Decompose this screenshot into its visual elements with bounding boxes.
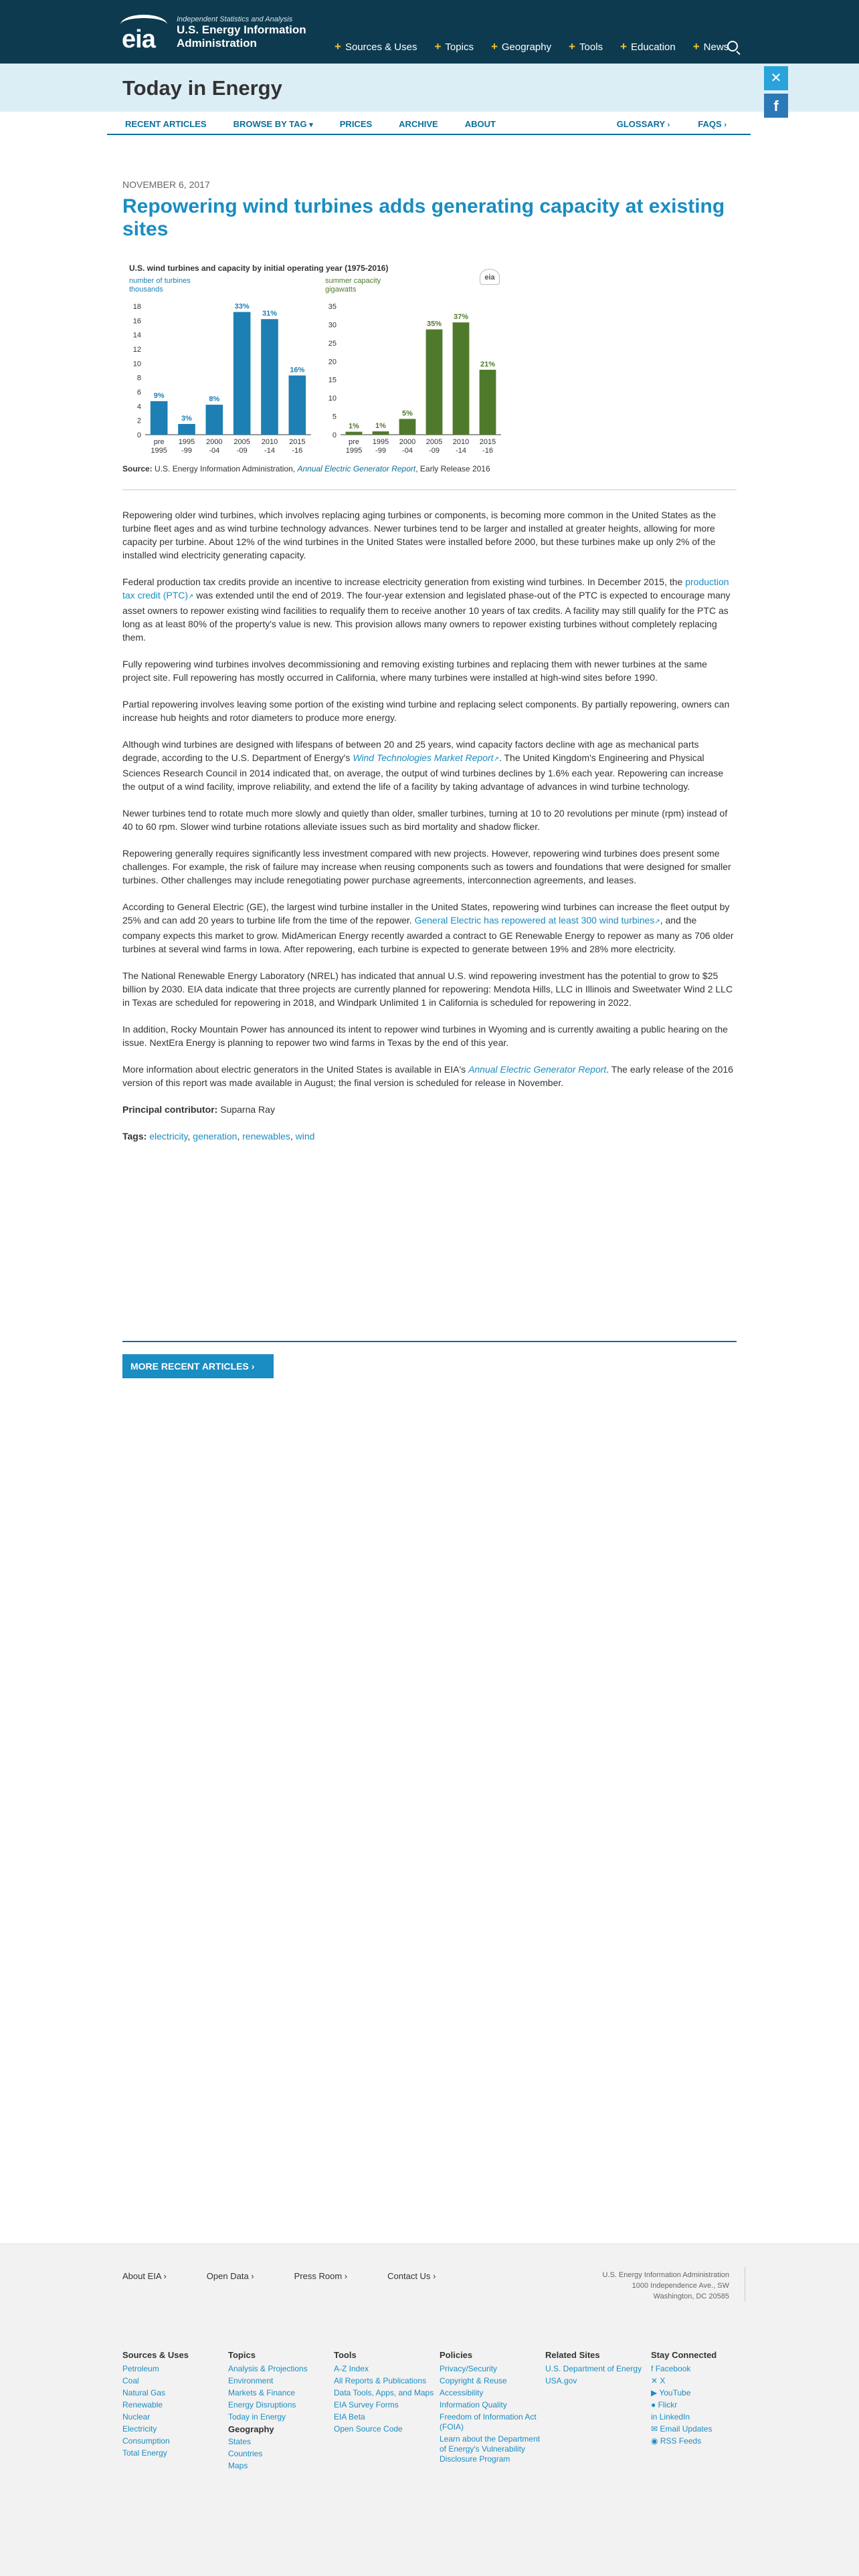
- footer-col-tools: Tools A-Z Index All Reports & Publications Data Tools, Apps, and Maps EIA Survey Forms EIA Beta Open Source Code: [334, 2350, 440, 2473]
- tags-row: Tags: electricity, generation, renewables, wind: [122, 1131, 315, 1142]
- x-tick-label: -14: [456, 447, 466, 455]
- footer-link[interactable]: EIA Survey Forms: [334, 2400, 399, 2409]
- footer-link[interactable]: Energy Disruptions: [228, 2400, 296, 2409]
- eia-logo-mark: eia: [120, 15, 165, 51]
- linkedin-link[interactable]: in LinkedIn: [651, 2412, 690, 2422]
- source-report-link[interactable]: Annual Electric Generator Report: [297, 464, 416, 473]
- tag-renewables[interactable]: renewables: [242, 1131, 290, 1142]
- footer-link[interactable]: Copyright & Reuse: [440, 2376, 507, 2385]
- data-label: 3%: [181, 415, 192, 423]
- more-recent-articles-button[interactable]: MORE RECENT ARTICLES ›: [122, 1354, 274, 1378]
- right-panel-subtitle: summer capacity gigawatts: [325, 277, 381, 294]
- x-tick-label: 2010: [261, 438, 278, 446]
- nav-tools[interactable]: + Tools: [569, 40, 603, 53]
- y-tick-label: 8: [136, 374, 141, 383]
- chevron-right-icon: ›: [251, 1361, 255, 1372]
- site-header: [0, 0, 859, 64]
- plus-icon: +: [692, 40, 700, 53]
- x-tick-label: 2015: [289, 438, 306, 446]
- paragraph: Federal production tax credits provide an incentive to increase electricity generation from existing wind turbines. In December 2015, the production tax credit (PTC)↗ was extended until the end of 2019. The four-year extension and legislated phase-out of the PTC is expected to encourage many asset owners to repower existing wind facilities to requalify them to receive another 10 years of tax credits. A facility may still qualify for the PTC as long as at least 80% of the property's value is new. This provision allows many owners to repower existing turbines without completely replacing them.: [122, 576, 731, 643]
- facebook-share-icon[interactable]: f: [764, 94, 788, 118]
- main-nav: [335, 40, 729, 53]
- paragraph: Partial repowering involves leaving some portion of the existing wind turbine and replacing select components. By partially repowering, owners can increase hub heights and rotor diameters to produce more energy.: [122, 699, 730, 723]
- x-tick-label: 1995: [178, 438, 195, 446]
- subnav-archive[interactable]: ARCHIVE: [399, 118, 438, 129]
- chevron-right-icon: ›: [163, 2271, 167, 2281]
- subnav-prices[interactable]: PRICES: [339, 118, 373, 129]
- logo-name-line2: Administration: [177, 37, 257, 49]
- chevron-right-icon: ›: [344, 2271, 348, 2281]
- flickr-link[interactable]: ● Flickr: [651, 2400, 678, 2409]
- twitter-share-icon[interactable]: ✕: [764, 66, 788, 90]
- footer-link[interactable]: Nuclear: [122, 2412, 151, 2422]
- email-icon: ✉: [651, 2424, 658, 2434]
- x-tick-label: -99: [181, 447, 192, 455]
- y-tick-label: 0: [332, 431, 337, 439]
- site-footer: [0, 2244, 859, 2576]
- wind-market-report-link[interactable]: Wind Technologies Market Report: [353, 752, 494, 763]
- data-label: 16%: [290, 366, 305, 374]
- principal-contributor: Principal contributor: Suparna Ray: [122, 1104, 275, 1115]
- footer-link[interactable]: Information Quality: [440, 2400, 507, 2409]
- footer-link[interactable]: Open Source Code: [334, 2424, 403, 2434]
- x-tick-label: pre: [349, 438, 359, 446]
- plus-icon: +: [569, 40, 576, 53]
- chevron-right-icon: ›: [433, 2271, 436, 2281]
- subnav-glossary[interactable]: GLOSSARY ›: [616, 118, 670, 129]
- tag-wind[interactable]: wind: [295, 1131, 315, 1142]
- external-link-icon: ↗: [188, 593, 194, 601]
- y-tick-label: 10: [328, 395, 337, 403]
- data-label: 1%: [349, 422, 359, 431]
- y-tick-label: 35: [328, 303, 337, 311]
- section-title: Today in Energy: [122, 76, 282, 100]
- y-tick-label: 25: [328, 339, 337, 348]
- footer-link[interactable]: Markets & Finance: [228, 2388, 296, 2397]
- email-updates-link[interactable]: ✉ Email Updates: [651, 2424, 712, 2434]
- x-tick-label: 2000: [399, 438, 416, 446]
- paragraph: More information about electric generators in the United States is available in EIA's Annual Electric Generator Report. The early release of the 2016 version of this report was made available in August; the final version is scheduled for release in November.: [122, 1064, 733, 1088]
- x-tick-label: 2005: [425, 438, 443, 446]
- data-label: 21%: [480, 360, 496, 368]
- nav-news[interactable]: + News: [692, 40, 729, 53]
- y-tick-label: 0: [136, 431, 141, 439]
- footer-col-sources: Sources & Uses Petroleum Coal Natural Gas Renewable Nuclear Electricity Consumption Total Energy: [122, 2350, 228, 2473]
- footer-link[interactable]: Renewable: [122, 2400, 163, 2409]
- section-subnav: [107, 114, 751, 135]
- bar: [151, 401, 168, 435]
- footer-link[interactable]: EIA Beta: [334, 2412, 365, 2422]
- paragraph: Repowering older wind turbines, which involves replacing aging turbines or components, is becoming more common in the United States as the turbine fleet ages and as wind turbine technology advances. Newer turbines tend to be larger and installed at greater heights, allowing for more capacity per turbine. About 12% of the wind turbines in the United States were installed before 2000, but these turbines make up only 2% of the installed wind electricity generating capacity.: [122, 510, 717, 560]
- footer-link[interactable]: States: [228, 2437, 252, 2446]
- chevron-right-icon: ›: [667, 120, 670, 129]
- flickr-icon: ●: [651, 2400, 656, 2409]
- x-tick-label: -04: [402, 447, 413, 455]
- x-tick-label: -16: [292, 447, 303, 455]
- bar: [373, 431, 389, 435]
- x-icon: ✕: [651, 2376, 658, 2385]
- ptc-link[interactable]: production tax credit (PTC): [122, 576, 729, 601]
- logo-name-line1: U.S. Energy Information: [177, 23, 306, 36]
- x-tick-label: 2010: [452, 438, 470, 446]
- bar: [399, 419, 416, 435]
- footer-col-related: Related Sites U.S. Department of Energy USA.gov: [545, 2350, 651, 2473]
- footer-link[interactable]: Petroleum: [122, 2364, 159, 2373]
- bar: [480, 370, 496, 435]
- paragraph: Fully repowering wind turbines involves decommissioning and removing existing turbines and replacing them with newer turbines at the same project site. Full repowering has mostly occurred in California, where many turbines were installed at high-wind sites before 1990.: [122, 659, 707, 683]
- x-tick-label: -99: [375, 447, 386, 455]
- y-tick-label: 30: [328, 321, 337, 330]
- x-tick-label: -14: [264, 447, 275, 455]
- paragraph: Newer turbines tend to rotate much more slowly and quietly than older, smaller turbines, turning at 10 to 20 revolutions per minute (rpm) instead of 40 to 60 rpm. Slower wind turbine rotations alleviate issues such as bird mortality and shadow flicker.: [122, 808, 728, 832]
- data-label: 37%: [453, 313, 469, 322]
- generator-report-link[interactable]: Annual Electric Generator Report: [468, 1064, 607, 1075]
- footer-link[interactable]: Learn about the Department of Energy's Vulnerability Disclosure Program: [440, 2434, 541, 2464]
- nav-geography[interactable]: + Geography: [490, 40, 552, 53]
- x-tick-label: 2015: [479, 438, 496, 446]
- x-tick-label: 2005: [233, 438, 250, 446]
- y-tick-label: 6: [136, 389, 141, 397]
- rss-link[interactable]: ◉ RSS Feeds: [651, 2436, 702, 2446]
- footer-link[interactable]: Total Energy: [122, 2448, 167, 2458]
- data-label: 33%: [234, 302, 250, 311]
- article-end-rule: [122, 1341, 737, 1342]
- y-tick-label: 2: [136, 417, 141, 425]
- facebook-icon: f: [651, 2364, 654, 2373]
- plus-icon: +: [620, 40, 628, 53]
- footer-link[interactable]: Natural Gas: [122, 2388, 166, 2397]
- paragraph: In addition, Rocky Mountain Power has announced its intent to repower wind turbines in Wyoming and is currently awaiting a public hearing on the issue. NextEra Energy is planning to repower two wind farms in Texas by the end of this year.: [122, 1024, 728, 1048]
- data-label: 5%: [402, 409, 413, 418]
- footer-link[interactable]: USA.gov: [545, 2376, 577, 2385]
- external-link-icon: ↗: [654, 918, 660, 926]
- y-tick-label: 16: [132, 317, 141, 326]
- x-tick-label: 2000: [206, 438, 223, 446]
- subnav-about[interactable]: ABOUT: [464, 118, 496, 129]
- x-tick-label: -09: [429, 447, 440, 455]
- chart-eia-logo: eia: [480, 269, 500, 285]
- x-tick-label: -04: [209, 447, 220, 455]
- footer-about-eia[interactable]: About EIA ›: [122, 2271, 167, 2281]
- facebook-link[interactable]: f Facebook: [651, 2364, 691, 2373]
- chart-title: U.S. wind turbines and capacity by initial operating year (1975-2016): [129, 263, 389, 273]
- left-panel-subtitle: number of turbines thousands: [129, 277, 191, 294]
- subnav-browse-by-tag[interactable]: BROWSE BY TAG ▾: [233, 118, 313, 129]
- bar: [289, 375, 306, 435]
- footer-link[interactable]: Countries: [228, 2449, 263, 2458]
- y-tick-label: 10: [132, 360, 141, 368]
- y-tick-label: 12: [132, 346, 141, 354]
- subnav-faqs[interactable]: FAQS ›: [698, 118, 727, 129]
- ge-repowered-link[interactable]: General Electric has repowered at least 300 wind turbines: [414, 915, 655, 926]
- chevron-right-icon: ›: [251, 2271, 254, 2281]
- chevron-right-icon: ›: [724, 120, 727, 129]
- bar: [206, 405, 223, 435]
- bar: [261, 319, 278, 435]
- footer-address: U.S. Energy Information Administration 1000 Independence Ave., SW Washington, DC 20585: [602, 2271, 729, 2300]
- footer-link[interactable]: Maps: [228, 2461, 248, 2470]
- footer-col-topics: Topics Analysis & Projections Environment Markets & Finance Energy Disruptions Today in Energy Geography States Countries Maps: [228, 2350, 334, 2473]
- y-tick-label: 14: [132, 331, 141, 340]
- footer-col-policies: Policies Privacy/Security Copyright & Reuse Accessibility Information Quality Freedom of Information Act (FOIA) Learn about the Department of Energy's Vulnerability Disclosure Program: [440, 2350, 545, 2473]
- paragraph: Although wind turbines are designed with lifespans of between 20 and 25 years, wind capacity factors decline with age as mechanical parts degrade, according to the U.S. Department of Energy's Wind Technologies Market Report↗. The United Kingdom's Engineering and Physical Sciences Research Council in 2014 indicated that, on average, the output of wind turbines declines by 1.6% each year. Repowering can increase the output of a wind facility, improve reliability, and extend the life of a facility by taking advantage of advances in wind turbine technology.: [122, 739, 724, 792]
- article-body: [122, 508, 737, 1156]
- footer-link[interactable]: Analysis & Projections: [228, 2364, 308, 2373]
- linkedin-icon: in: [651, 2412, 658, 2422]
- plus-icon: +: [335, 40, 341, 53]
- footer-open-data[interactable]: Open Data ›: [206, 2271, 254, 2281]
- footer-link[interactable]: Data Tools, Apps, and Maps: [334, 2388, 434, 2397]
- article-date: NOVEMBER 6, 2017: [122, 179, 210, 190]
- x-link[interactable]: ✕ X: [651, 2376, 666, 2385]
- paragraph: Repowering generally requires significantly less investment compared with new projects. However, repowering wind turbines does present some challenges. For example, the risk of failure may increase when reusing components such as towers and foundations that were designed for smaller turbines. Other challenges may include renegotiating power purchase agreements, interconnection agreements, and leases.: [122, 848, 731, 885]
- bar: [178, 424, 195, 435]
- footer-link[interactable]: Privacy/Security: [440, 2364, 498, 2373]
- bar: [346, 432, 363, 435]
- x-tick-label: 1995: [151, 447, 167, 455]
- y-tick-label: 18: [132, 303, 141, 311]
- footer-link[interactable]: All Reports & Publications: [334, 2376, 427, 2385]
- footer-col-connect: Stay Connected f Facebook ✕ X ▶ YouTube ● Flickr in LinkedIn ✉ Email Updates ◉ RSS Feeds: [651, 2350, 757, 2473]
- data-label: 31%: [262, 310, 278, 318]
- subnav-recent-articles[interactable]: RECENT ARTICLES: [125, 118, 207, 129]
- x-tick-label: 1995: [372, 438, 389, 446]
- footer-link[interactable]: Today in Energy: [228, 2412, 286, 2422]
- y-tick-label: 20: [328, 358, 337, 366]
- footer-link[interactable]: Coal: [122, 2376, 139, 2385]
- paragraph: The National Renewable Energy Laboratory (NREL) has indicated that annual U.S. wind repowering investment has the potential to grow to $25 billion by 2030. EIA data indicate that three projects are currently planned for repowering: Mendota Hills, LLC in Illinois and Sweetwater Wind 2 LLC in Texas are scheduled for repowering in 2018, and Windpark Unlimited 1 in California is scheduled for repowering in 2022.: [122, 970, 733, 1008]
- y-tick-label: 15: [328, 376, 337, 385]
- y-tick-label: 4: [136, 403, 141, 411]
- search-icon[interactable]: [727, 41, 738, 51]
- bar: [426, 330, 443, 435]
- footer-link[interactable]: U.S. Department of Energy: [545, 2364, 642, 2373]
- data-label: 9%: [153, 391, 165, 400]
- bar: [453, 322, 470, 435]
- footer-link[interactable]: Electricity: [122, 2424, 157, 2434]
- footer-link[interactable]: Freedom of Information Act (FOIA): [440, 2412, 537, 2432]
- footer-contact-us[interactable]: Contact Us ›: [387, 2271, 436, 2281]
- nav-topics[interactable]: + Topics: [434, 40, 474, 53]
- x-tick-label: 1995: [345, 447, 363, 455]
- nav-education[interactable]: + Education: [620, 40, 676, 53]
- bar: [233, 312, 251, 435]
- tag-generation[interactable]: generation: [193, 1131, 237, 1142]
- footer-link[interactable]: Environment: [228, 2376, 274, 2385]
- data-label: 8%: [209, 395, 220, 404]
- wind-turbine-chart: [122, 259, 507, 465]
- footer-link[interactable]: A-Z Index: [334, 2364, 369, 2373]
- article-title: Repowering wind turbines adds generating capacity at existing sites: [122, 195, 725, 240]
- footer-link[interactable]: Accessibility: [440, 2388, 484, 2397]
- data-label: 1%: [375, 422, 386, 431]
- plus-icon: +: [490, 40, 498, 53]
- nav-sources-uses[interactable]: + Sources & Uses: [335, 40, 417, 53]
- tag-electricity[interactable]: electricity: [149, 1131, 188, 1142]
- external-link-icon: ↗: [493, 756, 499, 763]
- youtube-link[interactable]: ▶ YouTube: [651, 2388, 691, 2397]
- y-tick-label: 5: [332, 413, 337, 421]
- x-tick-label: -16: [482, 447, 493, 455]
- x-tick-label: -09: [236, 447, 248, 455]
- chart-svg: [122, 259, 507, 460]
- footer-link[interactable]: Consumption: [122, 2436, 170, 2446]
- x-tick-label: pre: [153, 438, 165, 446]
- youtube-icon: ▶: [651, 2388, 658, 2397]
- eia-logo[interactable]: [120, 15, 306, 51]
- chart-source: Source: U.S. Energy Information Administration, Annual Electric Generator Report, Early Release 2016: [122, 464, 490, 473]
- paragraph: According to General Electric (GE), the largest wind turbine installer in the United States, repowering wind turbines can increase the fleet output by 25% and can add 20 years to turbine life from the time of the repower. General Electric has repowered at least 300 wind turbines↗, and the company expects this market to grow. MidAmerican Energy recently awarded a contract to GE Renewable Energy to repower as many as 706 older turbines at several wind farms in Iowa. After repowering, each turbine is expected to generate between 19% and 28% more electricity.: [122, 901, 734, 954]
- footer-press-room[interactable]: Press Room ›: [294, 2271, 348, 2281]
- data-label: 35%: [426, 320, 442, 328]
- plus-icon: +: [434, 40, 442, 53]
- caret-down-icon: ▾: [309, 120, 313, 129]
- rss-icon: ◉: [651, 2436, 658, 2446]
- logo-tagline: Independent Statistics and Analysis: [177, 15, 293, 23]
